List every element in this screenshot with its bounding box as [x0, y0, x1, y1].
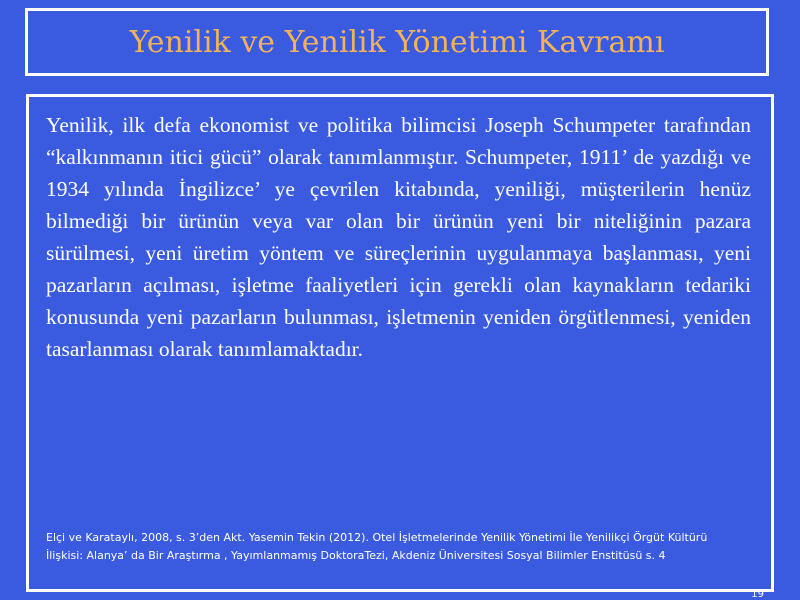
slide-title: Yenilik ve Yenilik Yönetimi Kavramı [129, 24, 665, 60]
content-frame [26, 94, 774, 592]
page-number: 19 [751, 589, 764, 600]
body-paragraph: Yenilik, ilk defa ekonomist ve politika bilimcisi Joseph Schumpeter tarafından “kalkınmanın itici gücü” olarak tanımlanmıştır. Schumpeter, 1911’ de yazdığı ve 1934 yılında İngilizce’ ye çevrilen kitabında, yeniliği, müşterilerin henüz bilmediği bir ürünün veya var olan bir ürünün yeni bir niteliğinin pazara sürülmesi, yeni üretim yöntem ve süreçlerinin uygulanmaya başlanması, yeni pazarların açılması, işletme faaliyetleri için gerekli olan kaynakların tedariki konusunda yeni pazarların bulunması, işletmenin yeniden örgütlenmesi, yeniden tasarlanması olarak tanımlamaktadır. [46, 113, 751, 361]
citation-text: Elçi ve Karataylı, 2008, s. 3’den Akt. Yasemin Tekin (2012). Otel İşletmelerinde Yenilik Yönetimi İle Yenilikçi Örgüt Kültürü İlişkisi: Alanya’ da Bir Araştırma , Yayımlanmamış DoktoraTezi, Akdeniz Üniversitesi Sosyal Bilimler Enstitüsü s. 4 [46, 531, 708, 562]
title-frame [25, 8, 769, 76]
